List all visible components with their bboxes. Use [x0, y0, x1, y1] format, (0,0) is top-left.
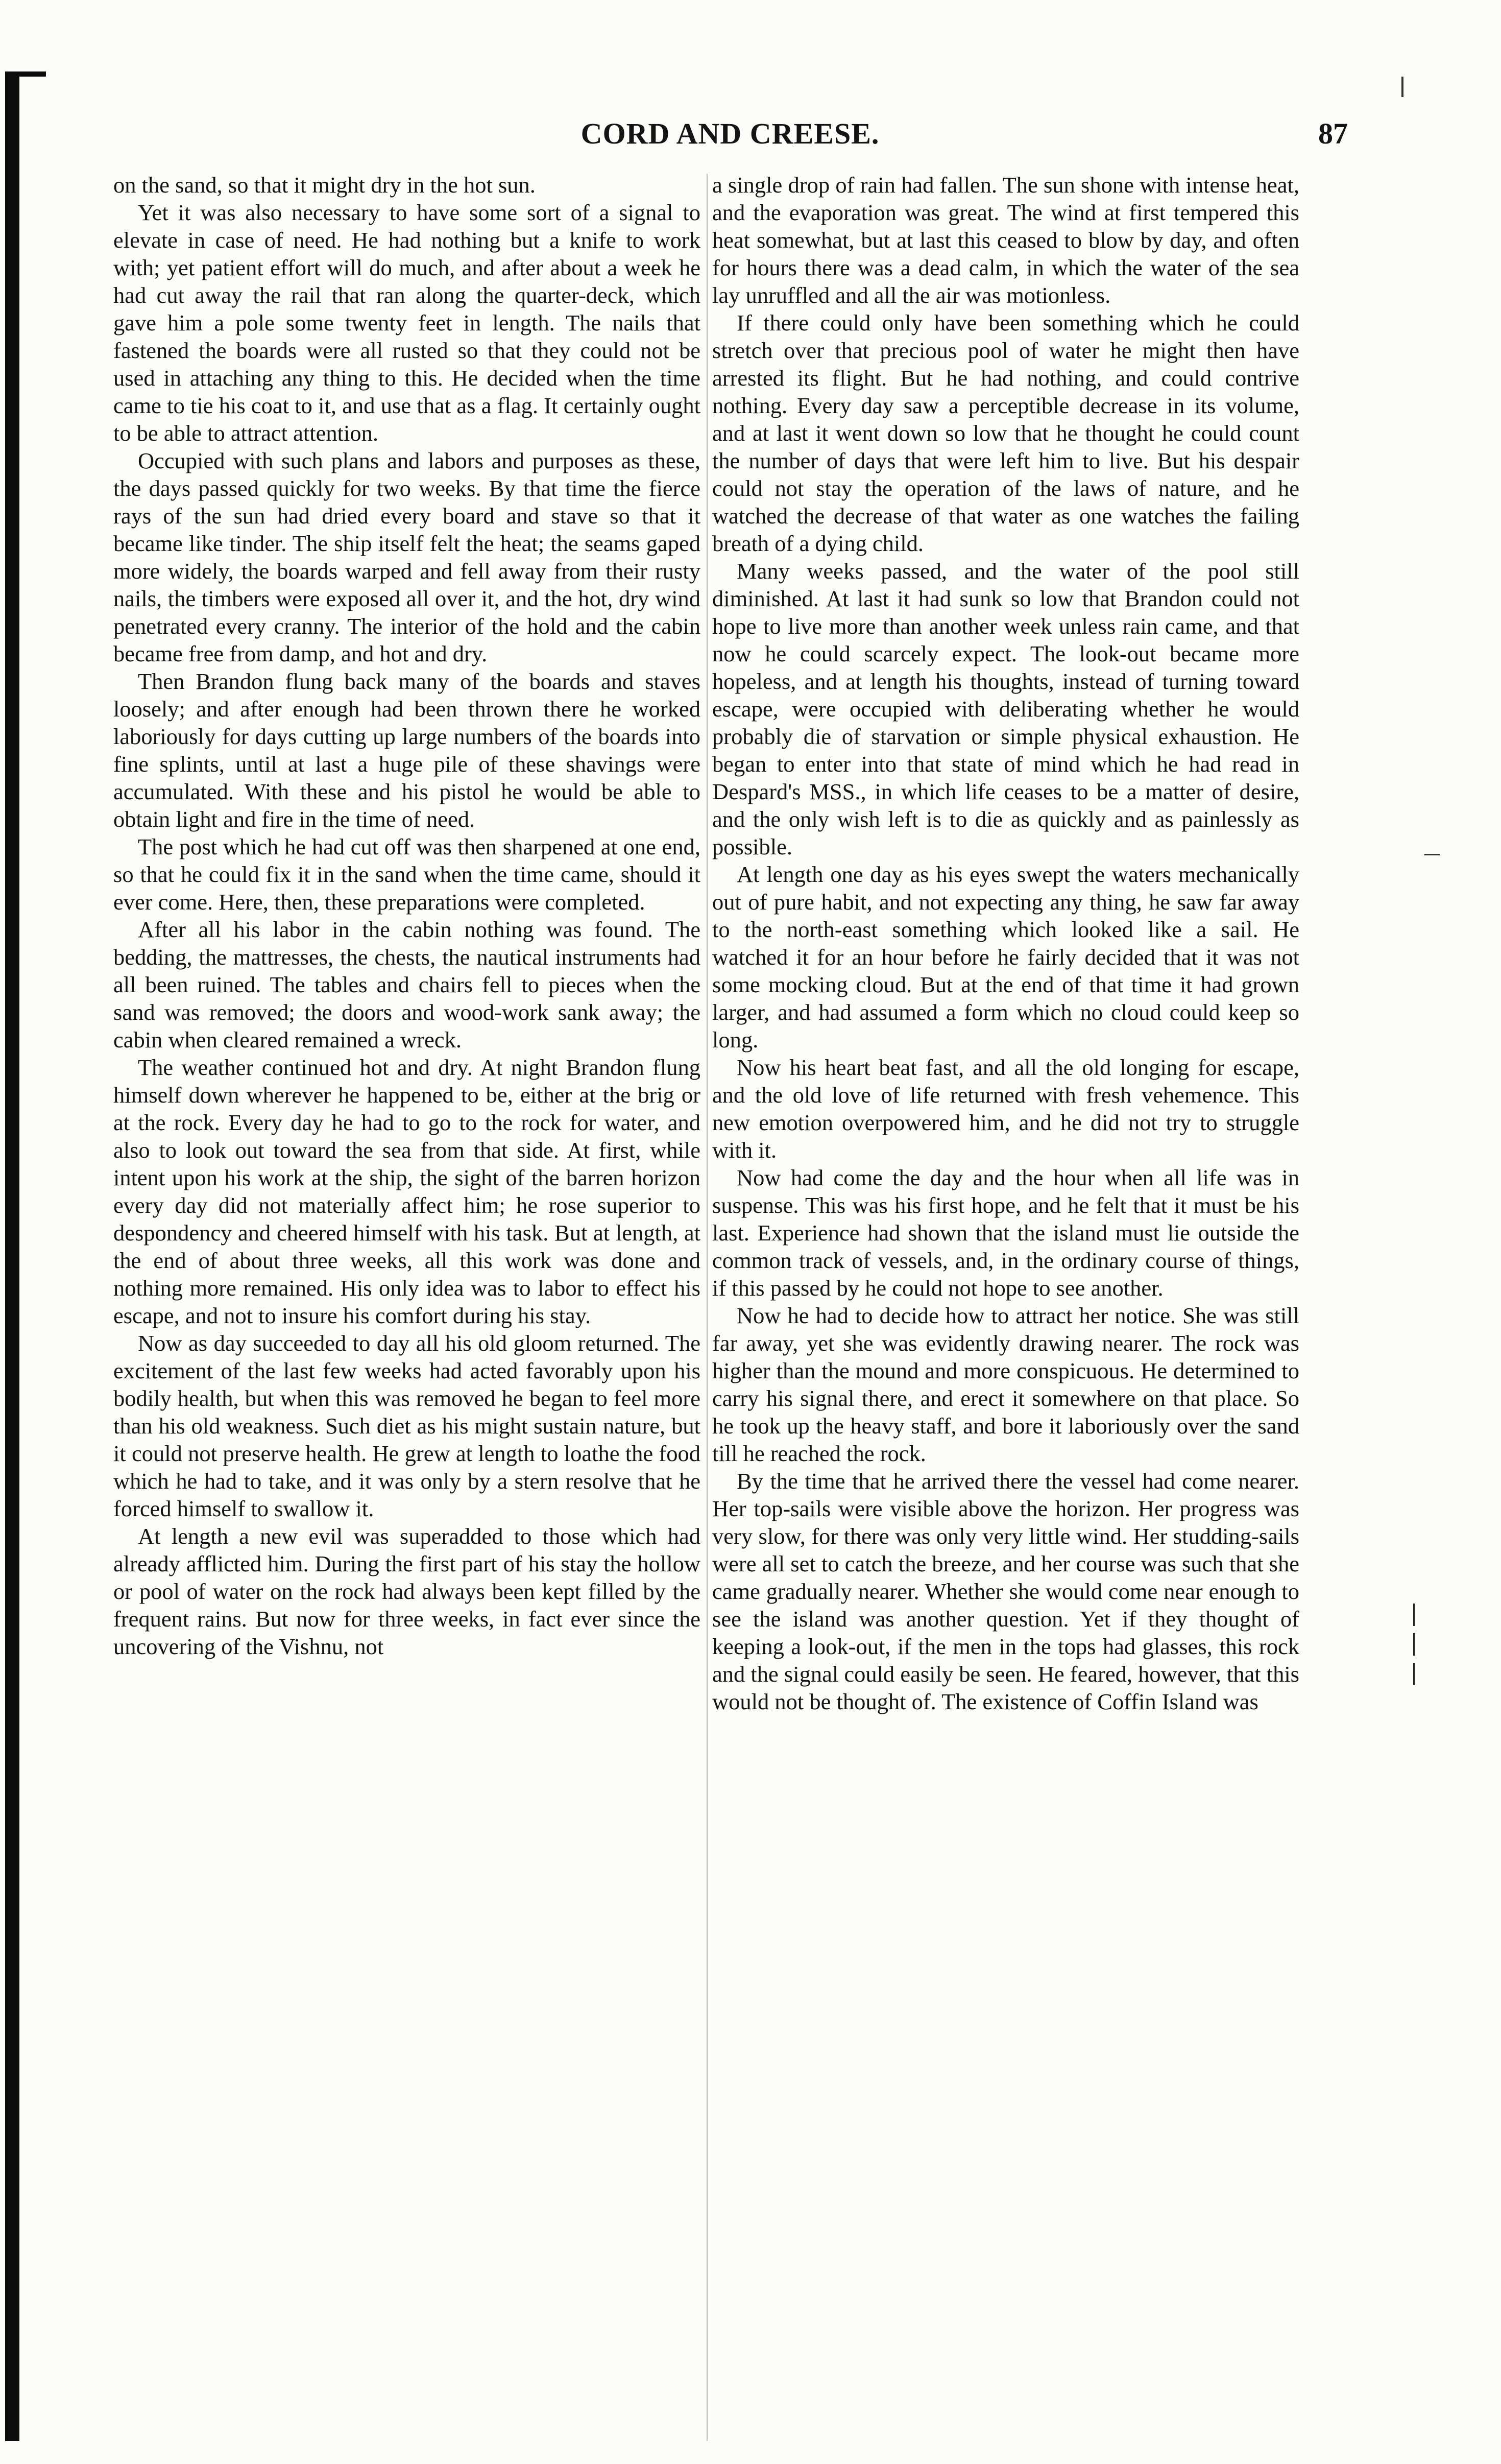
paragraph: Now he had to decide how to attract her notice. She was still far away, yet she was evidently drawing nearer. The rock was higher than the mound and more conspicuous. He determined to carry his signal there, and erect it somewhere on that place. So he took up the heavy staff, and bore it laboriously over the sand till he reached the rock.: [712, 1303, 1299, 1466]
binding-edge-tick: [5, 71, 46, 77]
edge-mark: [1401, 77, 1403, 97]
paragraph: At length one day as his eyes swept the waters mechanically out of pure habit, and not expecting any thing, he saw far away to the north-east something which looked like a sail. He watched it for an hour before he fairly decided that it was not some mocking cloud. But at the end of that time it had grown larger, and had assumed a form which no cloud could keep so long.: [712, 862, 1299, 1052]
paragraph: If there could only have been something which he could stretch over that precious pool of water he might then have arrested its flight. But he had nothing, and could contrive nothing. Every day saw a perceptible decrease in its volume, and at last it went down so low that he thought he could count the number of days that were left him to live. But his despair could not stay the operation of the laws of nature, and he watched the decrease of that water as one watches the failing breath of a dying child.: [712, 310, 1299, 556]
binding-edge: [5, 71, 19, 2441]
margin-mark: [1413, 1633, 1415, 1656]
page-header: [112, 116, 1348, 157]
text-column-right: [712, 171, 1299, 1715]
paragraph: Many weeks passed, and the water of the pool still diminished. At last it had sunk so low that Brandon could not hope to live more than another week unless rain came, and that now he could scarcely expect. The look-out became more hopeless, and at length his thoughts, instead of turning toward escape, were occupied with deliberating whether he would probably die of starvation or simple physical exhaustion. He began to enter into that state of mind which he had read in Despard's MSS., in which life ceases to be a matter of desire, and the only wish left is to die as quickly and as painlessly as possible.: [712, 558, 1299, 859]
paragraph: Now as day succeeded to day all his old gloom returned. The excitement of the last few weeks had acted favorably upon his bodily health, but when this was removed he began to feel more than his old weakness. Such diet as his might sustain nature, but it could not preserve health. He grew at length to loathe the food which he had to take, and it was only by a stern resolve that he forced himself to swallow it.: [113, 1330, 700, 1521]
running-title: CORD AND CREESE.: [580, 117, 880, 150]
paragraph: a single drop of rain had fallen. The sun shone with intense heat, and the evaporation was great. The wind at first tempered this heat somewhat, but at last this ceased to blow by day, and often for hours there was a dead calm, in which the water of the sea lay unruffled and all the air was motionless.: [712, 172, 1299, 308]
paragraph: on the sand, so that it might dry in the hot sun.: [113, 172, 536, 198]
paragraph: The post which he had cut off was then sharpened at one end, so that he could fix it in the sand when the time came, should it ever come. Here, then, these preparations were completed.: [113, 834, 700, 915]
paragraph: The weather continued hot and dry. At night Brandon flung himself down wherever he happened to be, either at the brig or at the rock. Every day he had to go to the rock for water, and also to look out toward the sea from that side. At first, while intent upon his work at the ship, the sight of the barren horizon every day did not materially affect him; he rose superior to despondency and cheered himself with his task. But at length, at the end of about three weeks, all this work was done and nothing more remained. His only idea was to labor to effect his escape, and not to insure his comfort during his stay.: [113, 1055, 700, 1328]
paragraph: Occupied with such plans and labors and purposes as these, the days passed quickly for two weeks. By that time the fierce rays of the sun had dried every board and stave so that it became like tinder. The ship itself felt the heat; the seams gaped more widely, the boards warped and fell away from their rusty nails, the timbers were exposed all over it, and the hot, dry wind penetrated every cranny. The interior of the hold and the cabin became free from damp, and hot and dry.: [113, 448, 700, 666]
column-divider: [707, 174, 708, 2441]
margin-mark: [1413, 1663, 1415, 1685]
paragraph: Then Brandon flung back many of the boards and staves loosely; and after enough had been thrown there he worked laboriously for days cutting up large numbers of the boards into fine splints, until at last a huge pile of these shavings were accumulated. With these and his pistol he would be able to obtain light and fire in the time of need.: [113, 668, 700, 832]
paragraph: By the time that he arrived there the vessel had come nearer. Her top-sails were visible above the horizon. Her progress was very slow, for there was only very little wind. Her studding-sails were all set to catch the breeze, and her course was such that she came gradually nearer. Whether she would come near enough to see the island was another question. Yet if they thought of keeping a look-out, if the men in the tops had glasses, this rock and the signal could easily be seen. He feared, however, that this would not be thought of. The existence of Coffin Island was: [712, 1468, 1299, 1714]
paragraph: Now his heart beat fast, and all the old longing for escape, and the old love of life returned with fresh vehemence. This new emotion overpowered him, and he did not try to struggle with it.: [712, 1055, 1299, 1163]
margin-marks: [1410, 1604, 1420, 1690]
margin-mark: [1413, 1604, 1415, 1626]
text-column-left: [113, 171, 700, 1660]
paragraph: Now had come the day and the hour when all life was in suspense. This was his first hope, and he felt that it must be his last. Experience had shown that the island must lie outside the common track of vessels, and, in the ordinary course of things, if this passed by he could not hope to see another.: [712, 1165, 1299, 1301]
paragraph: At length a new evil was superadded to those which had already afflicted him. During the first part of his stay the hollow or pool of water on the rock had always been kept filled by the frequent rains. But now for three weeks, in fact ever since the uncovering of the Vishnu, not: [113, 1523, 700, 1659]
paragraph: After all his labor in the cabin nothing was found. The bedding, the mattresses, the chests, the nautical instruments had all been ruined. The tables and chairs fell to pieces when the sand was removed; the doors and wood-work sank away; the cabin when cleared remained a wreck.: [113, 917, 700, 1052]
page-number: 87: [1318, 117, 1348, 150]
edge-mark: [1424, 854, 1440, 855]
paragraph: Yet it was also necessary to have some sort of a signal to elevate in case of need. He had nothing but a knife to work with; yet patient effort will do much, and after about a week he had cut away the rail that ran along the quarter-deck, which gave him a pole some twenty feet in length. The nails that fastened the boards were all rusted so that they could not be used in attaching any thing to this. He decided when the time came to tie his coat to it, and use that as a flag. It certainly ought to be able to attract attention.: [113, 200, 700, 446]
